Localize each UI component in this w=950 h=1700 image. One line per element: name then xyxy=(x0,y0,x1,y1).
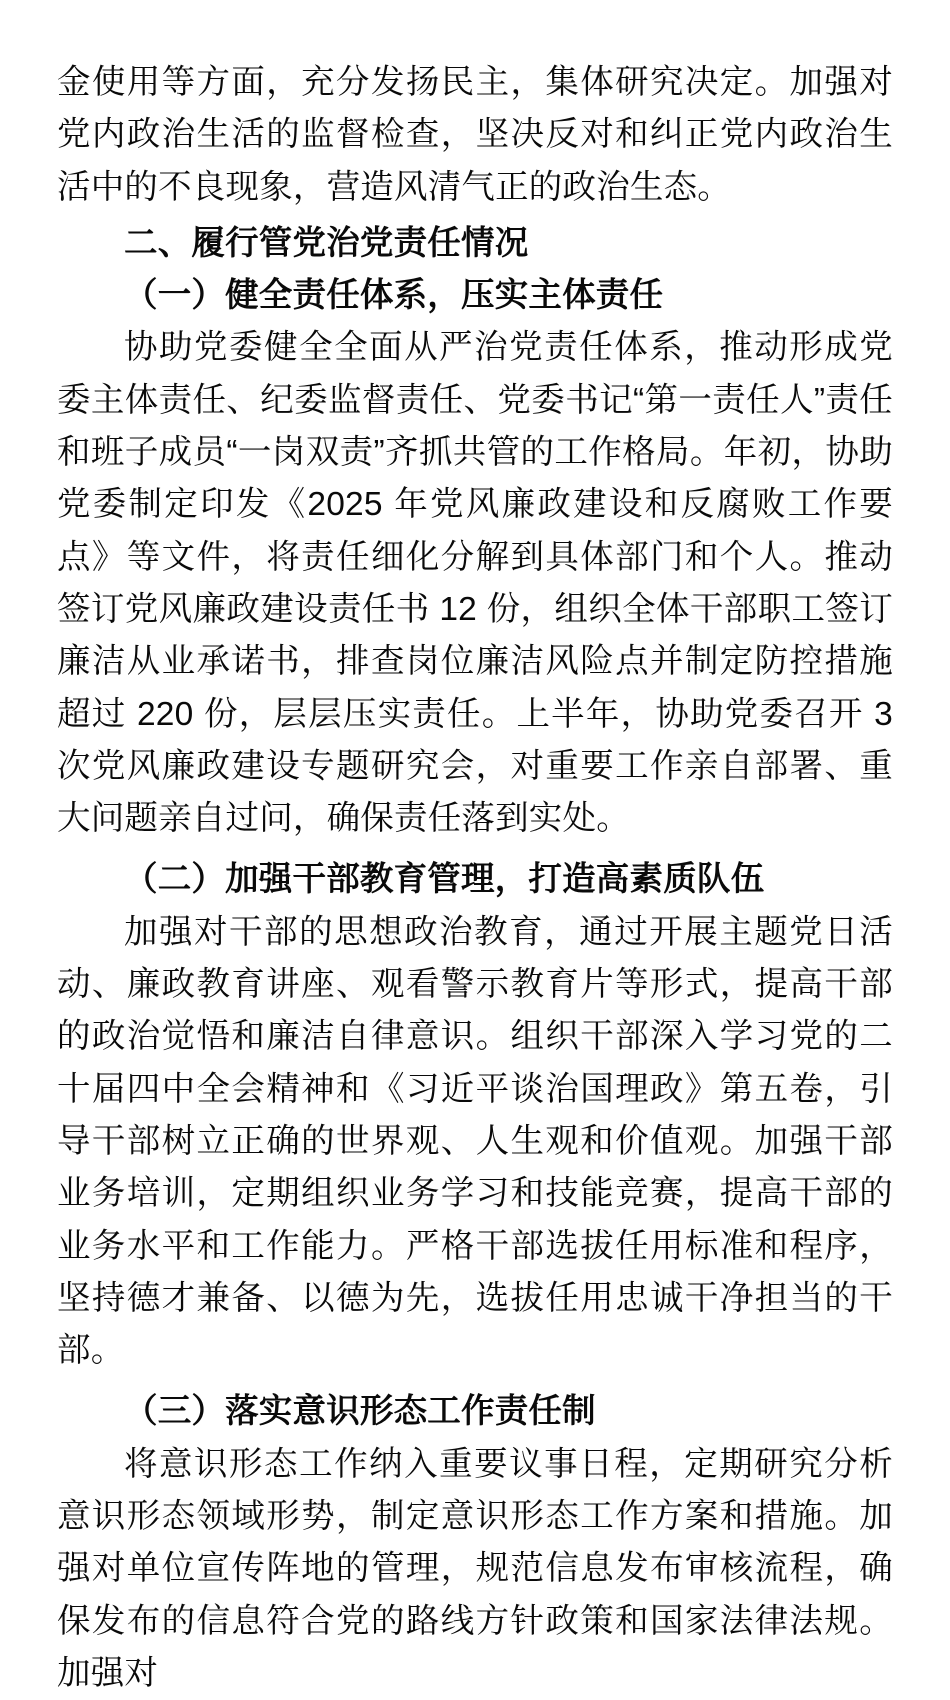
paragraph-carryover: 金使用等方面，充分发扬民主，集体研究决定。加强对党内政治生活的监督检查，坚决反对和纠正党内政治生活中的不良现象，营造风清气正的政治生态。 xyxy=(57,64,893,206)
paragraph-subsection-three-body: 将意识形态工作纳入重要议事日程，定期研究分析意识形态领域形势，制定意识形态工作方案和措施。加强对单位宣传阵地的管理，规范信息发布审核流程，确保发布的信息符合党的路线方针政策和国家法律法规。加强对 xyxy=(57,1445,893,1692)
heading-subsection-three: （三）落实意识形态工作责任制 xyxy=(124,1393,596,1431)
heading-subsection-one: （一）健全责任体系，压实主体责任 xyxy=(124,277,664,315)
heading-section-two: 二、履行管党治党责任情况 xyxy=(124,224,529,262)
block-spacer xyxy=(57,1377,893,1386)
block-spacer xyxy=(57,845,893,854)
paragraph-subsection-one-body: 协助党委健全全面从严治党责任体系，推动形成党委主体责任、纪委监督责任、党委书记“第一责任人”责任和班子成员“一岗双责”齐抓共管的工作格局。年初，协助党委制定印发《2025 年党风廉政建设和反腐败工作要点》等文件，将责任细化分解到具体部门和个人。推动签订党风廉政建设责任书 12 份，组织全体干部职工签订廉洁从业承诺书，排查岗位廉洁风险点并制定防控措施超过 220 份，层层压实责任。上半年，协助党委召开 3 次党风廉政建设专题研究会，对重要工作亲自部署、重大问题亲自过问，确保责任落到实处。 xyxy=(57,329,893,838)
document-text-column xyxy=(57,57,893,1700)
paragraph-subsection-two-body: 加强对干部的思想政治教育，通过开展主题党日活动、廉政教育讲座、观看警示教育片等形式，提高干部的政治觉悟和廉洁自律意识。组织干部深入学习党的二十届四中全会精神和《习近平谈治国理政》第五卷，引导干部树立正确的世界观、人生观和价值观。加强干部业务培训，定期组织业务学习和技能竞赛，提高干部的业务水平和工作能力。严格干部选拔任用标准和程序，坚持德才兼备、以德为先，选拔任用忠诚干净担当的干部。 xyxy=(57,913,893,1370)
heading-subsection-two: （二）加强干部教育管理，打造高素质队伍 xyxy=(124,861,765,899)
